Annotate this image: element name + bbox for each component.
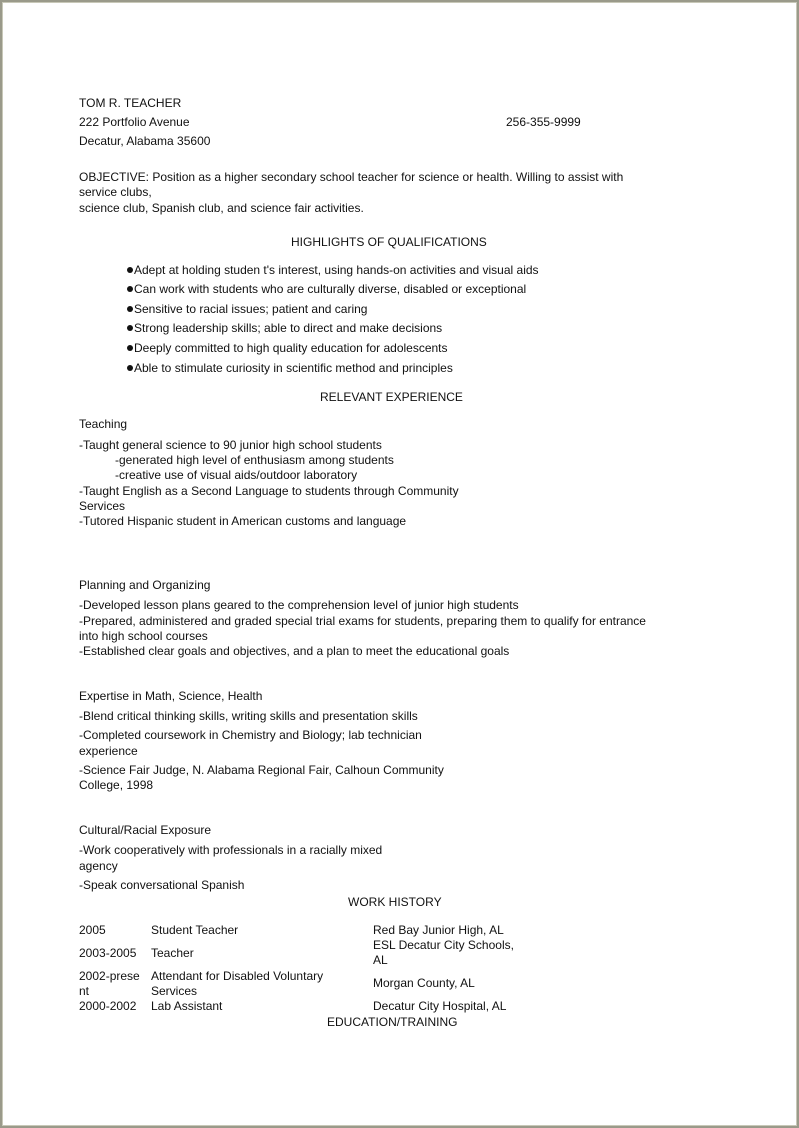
work-place-cont: AL [373, 953, 388, 967]
expertise-line: -Science Fair Judge, N. Alabama Regional Fair, Calhoun Community [79, 763, 444, 777]
bullet-icon [127, 325, 133, 331]
expertise-line: -Completed coursework in Chemistry and Biology; lab technician [79, 728, 422, 742]
teaching-line: -Taught general science to 90 junior high school students [79, 438, 382, 452]
phone-number: 256-355-9999 [506, 115, 581, 129]
highlight-item: Adept at holding studen t's interest, using hands-on activities and visual aids [127, 263, 539, 278]
highlight-item: Strong leadership skills; able to direct and make decisions [127, 321, 442, 336]
teaching-line: -Taught English as a Second Language to students through Community [79, 484, 459, 498]
work-place: ESL Decatur City Schools, [373, 938, 514, 952]
highlight-item: Sensitive to racial issues; patient and caring [127, 302, 367, 317]
work-year: 2000-2002 [79, 999, 137, 1013]
bullet-icon [127, 286, 133, 292]
cultural-line: agency [79, 859, 118, 873]
cultural-line: -Work cooperatively with professionals in a racially mixed [79, 843, 383, 857]
work-place: Decatur City Hospital, AL [373, 999, 507, 1013]
work-role: Teacher [151, 946, 194, 960]
planning-line: into high school courses [79, 629, 208, 643]
work-year: 2003-2005 [79, 946, 137, 960]
cultural-heading: Cultural/Racial Exposure [79, 823, 212, 837]
work-role: Attendant for Disabled Voluntary [151, 969, 324, 983]
work-place: Red Bay Junior High, AL [373, 923, 504, 937]
expertise-line: College, 1998 [79, 778, 154, 792]
experience-title: RELEVANT EXPERIENCE [320, 390, 463, 404]
work-year-cont: nt [79, 984, 90, 998]
work-role: Lab Assistant [151, 999, 223, 1013]
work-role: Student Teacher [151, 923, 239, 937]
teaching-line: -generated high level of enthusiasm among students [115, 453, 394, 467]
work-role-cont: Services [151, 984, 198, 998]
objective-line-3: science club, Spanish club, and science fair activities. [79, 201, 364, 215]
work-place: Morgan County, AL [373, 976, 475, 990]
work-year: 2005 [79, 923, 106, 937]
bullet-icon [127, 345, 133, 351]
planning-heading: Planning and Organizing [79, 578, 211, 592]
bullet-icon [127, 365, 133, 371]
planning-line: -Developed lesson plans geared to the comprehension level of junior high students [79, 598, 519, 612]
expertise-line: experience [79, 744, 138, 758]
bullet-icon [127, 306, 133, 312]
candidate-name: TOM R. TEACHER [79, 96, 182, 110]
education-title: EDUCATION/TRAINING [327, 1015, 458, 1029]
objective-line-2: service clubs, [79, 185, 152, 199]
highlight-item: Deeply committed to high quality education for adolescents [127, 341, 448, 356]
teaching-line: -Tutored Hispanic student in American customs and language [79, 514, 407, 528]
highlight-item: Can work with students who are culturally diverse, disabled or exceptional [127, 282, 526, 297]
highlight-item: Able to stimulate curiosity in scientific method and principles [127, 361, 453, 376]
planning-line: -Prepared, administered and graded special trial exams for students, preparing them to qualify for entrance [79, 614, 646, 628]
teaching-line: Services [79, 499, 126, 513]
street-address: 222 Portfolio Avenue [79, 115, 190, 129]
expertise-heading: Expertise in Math, Science, Health [79, 689, 263, 703]
work-year: 2002-prese [79, 969, 140, 983]
teaching-heading: Teaching [79, 417, 128, 431]
teaching-line: -creative use of visual aids/outdoor laboratory [115, 468, 358, 482]
cultural-line: -Speak conversational Spanish [79, 878, 245, 892]
expertise-line: -Blend critical thinking skills, writing skills and presentation skills [79, 709, 418, 723]
objective-line-1: OBJECTIVE: Position as a higher secondary school teacher for science or health. Willing to assist with [79, 170, 624, 184]
work-history-title: WORK HISTORY [348, 895, 442, 909]
city-address: Decatur, Alabama 35600 [79, 134, 211, 148]
bullet-icon [127, 267, 133, 273]
planning-line: -Established clear goals and objectives, and a plan to meet the educational goals [79, 644, 510, 658]
highlights-title: HIGHLIGHTS OF QUALIFICATIONS [291, 235, 487, 249]
